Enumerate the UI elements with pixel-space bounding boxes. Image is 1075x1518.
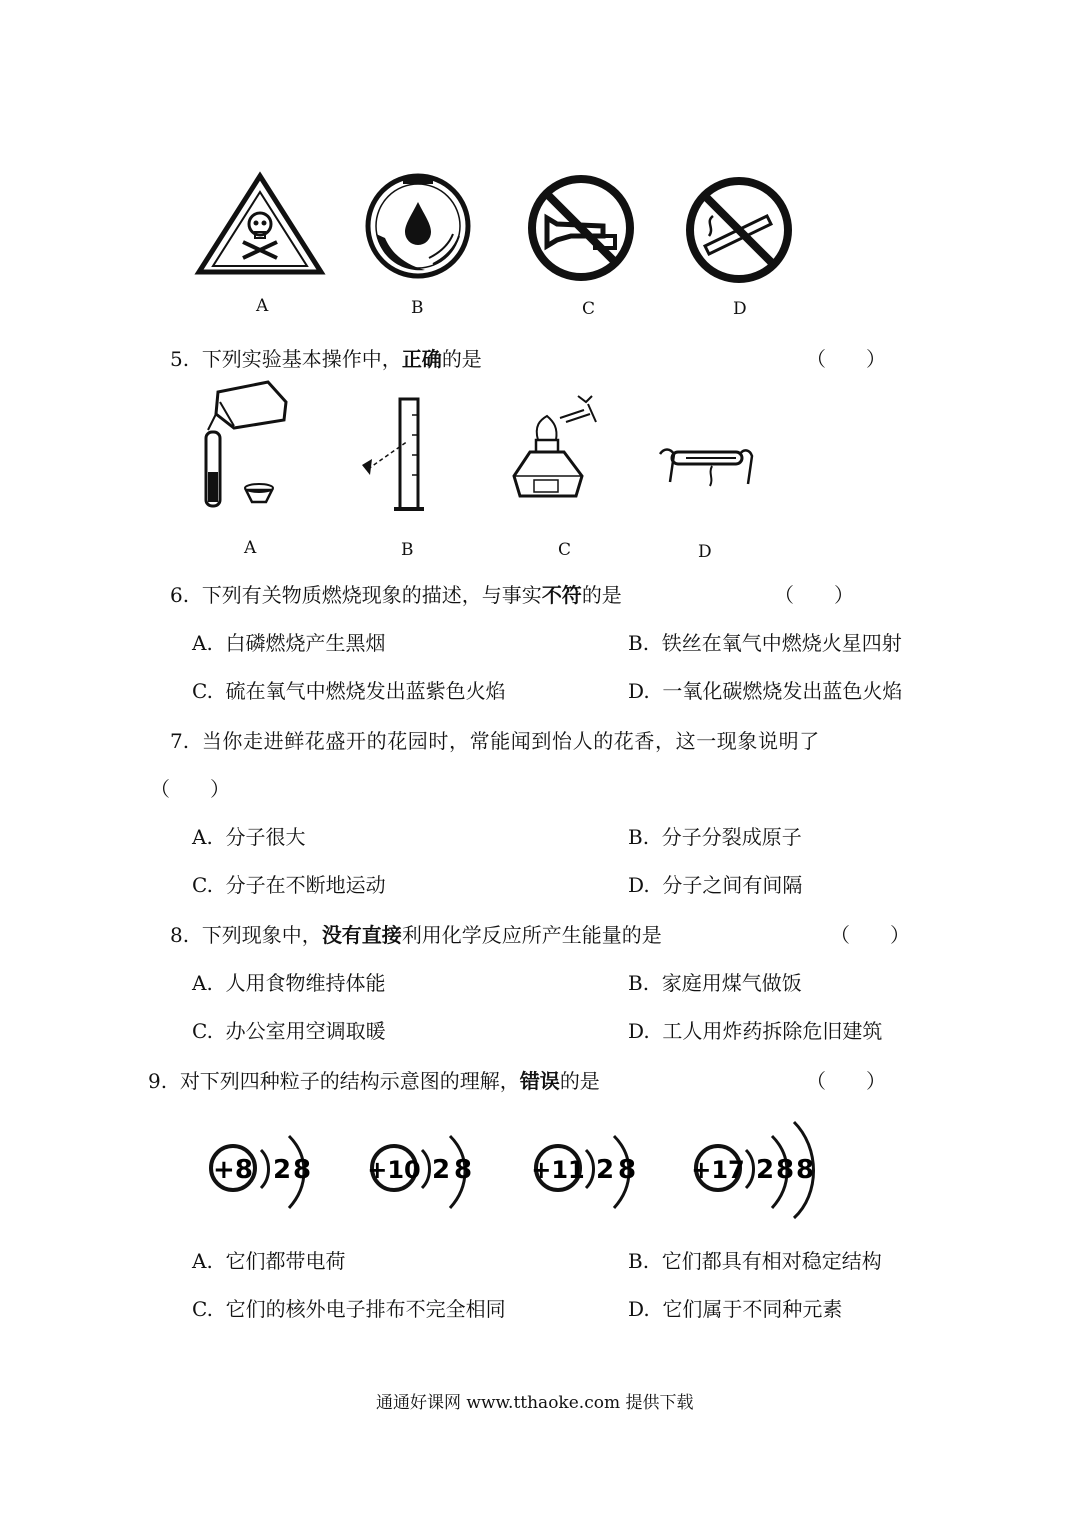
q6-number: 6. bbox=[170, 583, 190, 607]
q9-number: 9. bbox=[148, 1069, 168, 1093]
q5-answer-paren: （ ） bbox=[806, 347, 886, 371]
q6-text-post: 的是 bbox=[581, 583, 622, 607]
particle-1-nucleus: +8 bbox=[213, 1155, 253, 1185]
particle-1-shell-1: 2 bbox=[273, 1155, 292, 1185]
particle-diagram-1 bbox=[205, 1128, 315, 1218]
particle-diagram-2 bbox=[366, 1128, 481, 1218]
q9-option-a: A. 它们都带电荷 bbox=[192, 1249, 346, 1273]
page-footer: 通通好课网 www.tthaoke.com 提供下载 bbox=[376, 1393, 694, 1413]
q6-stem bbox=[170, 582, 622, 608]
particle-3-shell-1: 2 bbox=[596, 1155, 615, 1185]
q7-stem bbox=[170, 728, 820, 754]
q7-option-a: A. 分子很大 bbox=[192, 825, 306, 849]
q5-text-post: 的是 bbox=[441, 347, 482, 371]
q5-number: 5. bbox=[170, 347, 190, 371]
particle-4-shell-3: 8 bbox=[796, 1155, 815, 1185]
particle-4-nucleus: +17 bbox=[691, 1156, 745, 1184]
q4-caption-c: C bbox=[582, 299, 596, 319]
q4-caption-b: B bbox=[411, 298, 424, 318]
q7-option-d: D. 分子之间有间隔 bbox=[628, 873, 803, 897]
particle-4-shell-1: 2 bbox=[756, 1155, 775, 1185]
q5-stem bbox=[170, 346, 482, 372]
particle-3-shell-2: 8 bbox=[618, 1155, 637, 1185]
water-saving-icon bbox=[363, 172, 473, 280]
q8-number: 8. bbox=[170, 923, 190, 947]
reading-cylinder-icon bbox=[358, 395, 448, 520]
particle-2-shell-1: 2 bbox=[432, 1155, 451, 1185]
q9-text-post: 的是 bbox=[559, 1069, 600, 1093]
q7-option-b: B. 分子分裂成原子 bbox=[628, 825, 802, 849]
q7-answer-paren: （ ） bbox=[150, 777, 230, 801]
q7-number: 7. bbox=[170, 729, 190, 753]
particle-diagram-4 bbox=[690, 1118, 830, 1218]
q9-stem bbox=[148, 1068, 600, 1094]
q9-text-bold: 错误 bbox=[519, 1069, 560, 1093]
no-smoking-icon bbox=[683, 176, 795, 284]
q5-caption-d: D bbox=[698, 542, 712, 562]
q8-option-a: A. 人用食物维持体能 bbox=[192, 971, 386, 995]
q8-stem bbox=[170, 922, 662, 948]
q5-caption-a: A bbox=[244, 538, 257, 558]
q5-text-bold: 正确 bbox=[401, 347, 442, 371]
no-horn-icon bbox=[525, 174, 637, 282]
toxic-warning-icon bbox=[195, 172, 325, 276]
q7-option-c: C. 分子在不断地运动 bbox=[192, 873, 386, 897]
particle-diagram-3 bbox=[530, 1128, 645, 1218]
q9-answer-paren: （ ） bbox=[806, 1069, 886, 1093]
q6-option-d: D. 一氧化碳燃烧发出蓝色火焰 bbox=[628, 679, 903, 703]
lighting-lamp-icon bbox=[500, 392, 610, 512]
q4-caption-a: A bbox=[256, 296, 269, 316]
q8-text-pre: 下列现象中， bbox=[201, 923, 322, 947]
q7-text: 当你走进鲜花盛开的花园时，常能闻到怡人的花香，这一现象说明了 bbox=[201, 729, 820, 753]
q8-option-d: D. 工人用炸药拆除危旧建筑 bbox=[628, 1019, 883, 1043]
q6-text-pre: 下列有关物质燃烧现象的描述，与事实 bbox=[201, 583, 542, 607]
q6-option-a: A. 白磷燃烧产生黑烟 bbox=[192, 631, 386, 655]
q6-text-bold: 不符 bbox=[541, 583, 582, 607]
q6-option-c: C. 硫在氧气中燃烧发出蓝紫色火焰 bbox=[192, 679, 506, 703]
particle-2-shell-2: 8 bbox=[454, 1155, 473, 1185]
q5-text-pre: 下列实验基本操作中， bbox=[201, 347, 402, 371]
q6-option-b: B. 铁丝在氧气中燃烧火星四射 bbox=[628, 631, 902, 655]
q8-option-b: B. 家庭用煤气做饭 bbox=[628, 971, 802, 995]
q9-text-pre: 对下列四种粒子的结构示意图的理解， bbox=[179, 1069, 520, 1093]
q8-option-c: C. 办公室用空调取暖 bbox=[192, 1019, 386, 1043]
q8-answer-paren: （ ） bbox=[830, 923, 910, 947]
q5-caption-c: C bbox=[558, 540, 572, 560]
q8-text-bold: 没有直接 bbox=[321, 923, 402, 947]
q4-caption-d: D bbox=[733, 299, 747, 319]
particle-4-shell-2: 8 bbox=[776, 1155, 795, 1185]
q6-answer-paren: （ ） bbox=[774, 583, 854, 607]
q8-text-post: 利用化学反应所产生能量的是 bbox=[401, 923, 662, 947]
particle-3-nucleus: +11 bbox=[531, 1156, 585, 1184]
q5-caption-b: B bbox=[401, 540, 414, 560]
particle-1-shell-2: 8 bbox=[293, 1155, 312, 1185]
q9-option-b: B. 它们都具有相对稳定结构 bbox=[628, 1249, 882, 1273]
q9-option-d: D. 它们属于不同种元素 bbox=[628, 1297, 843, 1321]
heating-tube-icon bbox=[656, 438, 756, 494]
pouring-liquid-icon bbox=[190, 380, 290, 515]
particle-2-nucleus: +10 bbox=[367, 1156, 421, 1184]
q9-option-c: C. 它们的核外电子排布不完全相同 bbox=[192, 1297, 506, 1321]
